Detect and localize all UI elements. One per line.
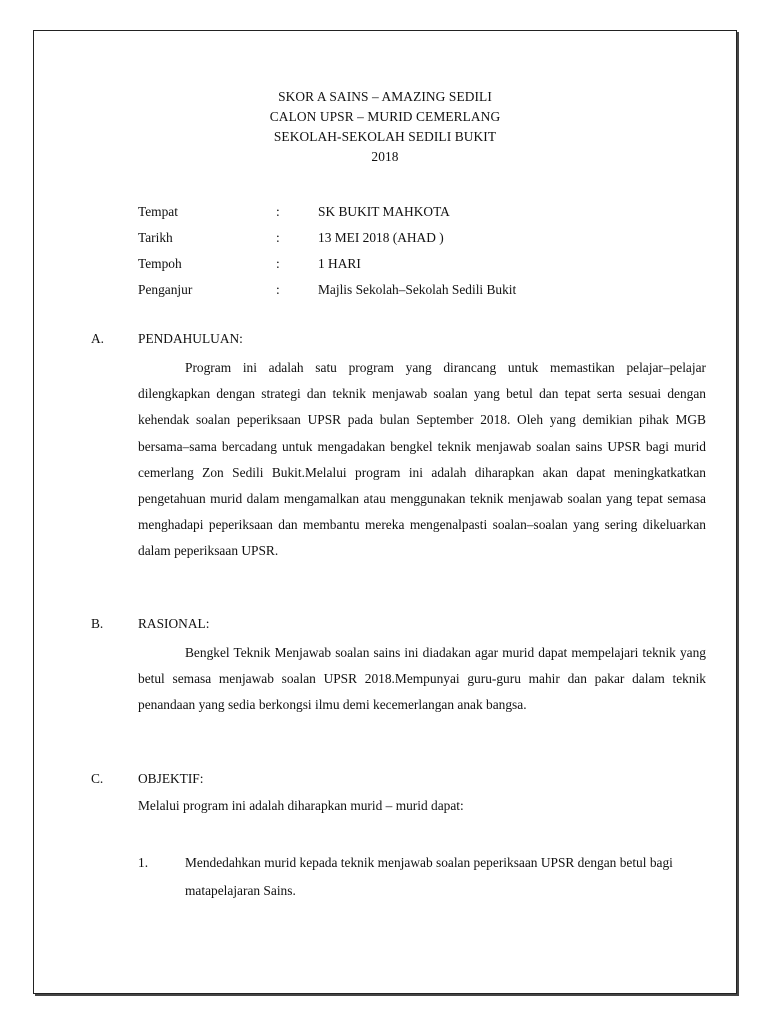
section-heading <box>91 329 706 349</box>
document-content <box>34 31 736 993</box>
section-paragraph: Bengkel Teknik Menjawab soalan sains ini diadakan agar murid dapat mempelajari teknik yang betul semasa menjawab soalan UPSR 2018.Mempunyai guru-guru mahir dan pakar dalam teknik penandaan yang sedia berkongsi ilmu demi kecemerlangan anak bangsa. <box>138 645 706 713</box>
section-paragraph: Program ini adalah satu program yang dirancang untuk memastikan pelajar–pelajar dilengkapkan dengan strategi dan teknik menjawab soalan yang betul dan tepat serta sesuai dengan kehendak soalan peperiksaan UPSR pada bulan September 2018. Oleh yang demikian pihak MGB bersama–sama bercadang untuk mengadakan bengkel teknik menjawab soalan sains UPSR bagi murid cemerlang Zon Sedili Bukit.Melalui program ini adalah diharapkan akan dapat meningkatkatkan pengetahuan murid dalam mengamalkan atau menggunakan teknik menjawab soalan yang tepat semasa menghadapi peperiksaan dan membantu mereka mengenalpasti soalan–soalan yang sering dikeluarkan dalam peperiksaan UPSR. <box>138 360 706 559</box>
info-label: Tempoh <box>138 256 182 271</box>
info-row-tarikh <box>138 225 698 251</box>
info-label: Penganjur <box>138 282 193 297</box>
section-heading <box>91 769 706 789</box>
document-title <box>34 87 736 167</box>
title-line: SKOR A SAINS – AMAZING SEDILI <box>278 89 492 104</box>
section-heading <box>91 614 706 634</box>
section-body <box>138 355 706 565</box>
section-body <box>138 640 706 719</box>
info-value: SK BUKIT MAHKOTA <box>318 204 450 219</box>
event-info-table <box>138 199 698 303</box>
info-row-penganjur <box>138 277 698 303</box>
section-body <box>138 793 706 905</box>
info-colon: : <box>276 256 280 271</box>
info-label: Tarikh <box>138 230 173 245</box>
info-colon: : <box>276 282 280 297</box>
section-title: PENDAHULUAN: <box>138 331 243 346</box>
section-letter: B. <box>91 616 104 631</box>
title-line: SEKOLAH-SEKOLAH SEDILI BUKIT <box>273 129 497 144</box>
info-label: Tempat <box>138 204 178 219</box>
title-year: 2018 <box>371 149 399 164</box>
section-intro: Melalui program ini adalah diharapkan murid – murid dapat: <box>138 798 464 813</box>
list-item <box>138 849 706 905</box>
info-row-tempat <box>138 199 698 225</box>
list-number: 1. <box>138 855 149 871</box>
info-colon: : <box>276 230 280 245</box>
info-row-tempoh <box>138 251 698 277</box>
info-value: Majlis Sekolah–Sekolah Sedili Bukit <box>318 282 517 297</box>
title-line: CALON UPSR – MURID CEMERLANG <box>269 109 501 124</box>
info-value: 1 HARI <box>318 256 361 271</box>
section-rasional <box>91 614 706 719</box>
info-colon: : <box>276 204 280 219</box>
section-title: OBJEKTIF: <box>138 771 204 786</box>
section-objektif <box>91 769 706 905</box>
section-pendahuluan <box>91 329 706 565</box>
document-page <box>33 30 737 994</box>
section-letter: C. <box>91 771 104 786</box>
section-title: RASIONAL: <box>138 616 210 631</box>
info-value: 13 MEI 2018 (AHAD ) <box>318 230 444 245</box>
list-text: Mendedahkan murid kepada teknik menjawab soalan peperiksaan UPSR dengan betul bagi matapelajaran Sains. <box>185 855 673 899</box>
section-letter: A. <box>91 331 105 346</box>
